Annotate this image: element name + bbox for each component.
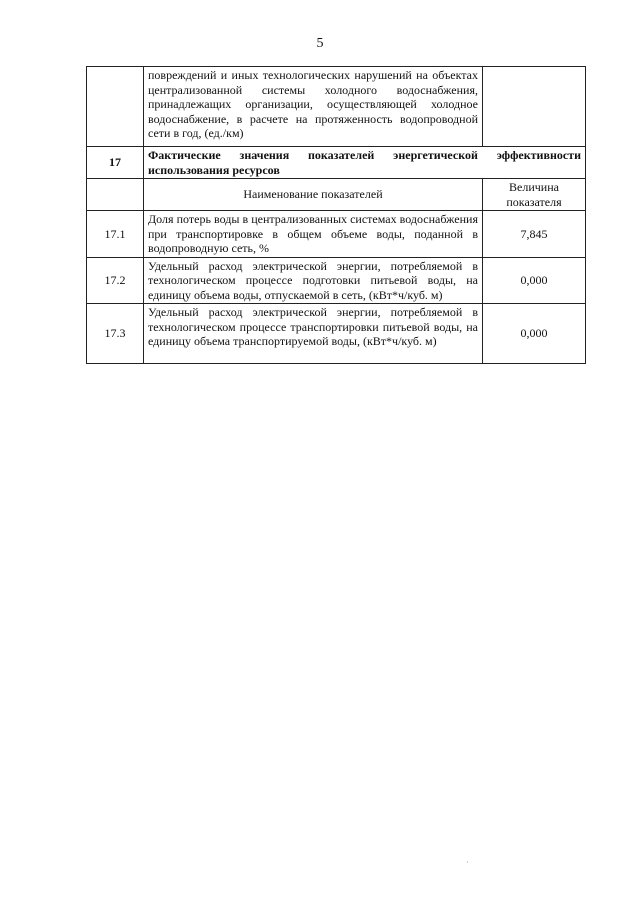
row-number-cell bbox=[87, 67, 144, 147]
row-text-cell: Удельный расход электрической энергии, потребляемой в технологическом процессе транспортировки питьевой воды, на единицу объема транспортируемой воды, (кВт*ч/куб. м) bbox=[144, 304, 483, 364]
row-number-cell: 17.1 bbox=[87, 211, 144, 258]
section-row bbox=[87, 147, 586, 179]
row-number-cell: 17.2 bbox=[87, 257, 144, 304]
row-text-cell: повреждений и иных технологических нарушений на объектах централизованной системы холодного водоснабжения, принадлежащих организации, осуществляющей холодное водоснабжение, в расчете на протяженность водопроводной сети в год, (ед./км) bbox=[144, 67, 483, 147]
row-text-cell: Удельный расход электрической энергии, потребляемой в технологическом процессе подготовки питьевой воды, на единицу объема воды, отпускаемой в сеть, (кВт*ч/куб. м) bbox=[144, 257, 483, 304]
section-number-cell: 17 bbox=[87, 147, 144, 179]
table-row bbox=[87, 211, 586, 258]
page-number: 5 bbox=[316, 36, 324, 51]
row-value-cell: 0,000 bbox=[483, 304, 586, 364]
scan-dot-mark: · bbox=[466, 858, 469, 867]
row-value-cell bbox=[483, 67, 586, 147]
indicators-table bbox=[86, 66, 586, 364]
header-number-cell bbox=[87, 179, 144, 211]
section-title-cell: Фактические значения показателей энергетической эффективности использования ресурсов bbox=[144, 147, 586, 179]
table-row bbox=[87, 257, 586, 304]
row-value-cell: 7,845 bbox=[483, 211, 586, 258]
row-value-cell: 0,000 bbox=[483, 257, 586, 304]
row-number-cell: 17.3 bbox=[87, 304, 144, 364]
table-row-continued bbox=[87, 67, 586, 147]
row-text-cell: Доля потерь воды в централизованных системах водоснабжения при транспортировке в общем объеме воды, поданной в водопроводную сеть, % bbox=[144, 211, 483, 258]
header-row bbox=[87, 179, 586, 211]
header-value-cell: Величина показателя bbox=[483, 179, 586, 211]
header-name-cell: Наименование показателей bbox=[144, 179, 483, 211]
table-row bbox=[87, 304, 586, 364]
